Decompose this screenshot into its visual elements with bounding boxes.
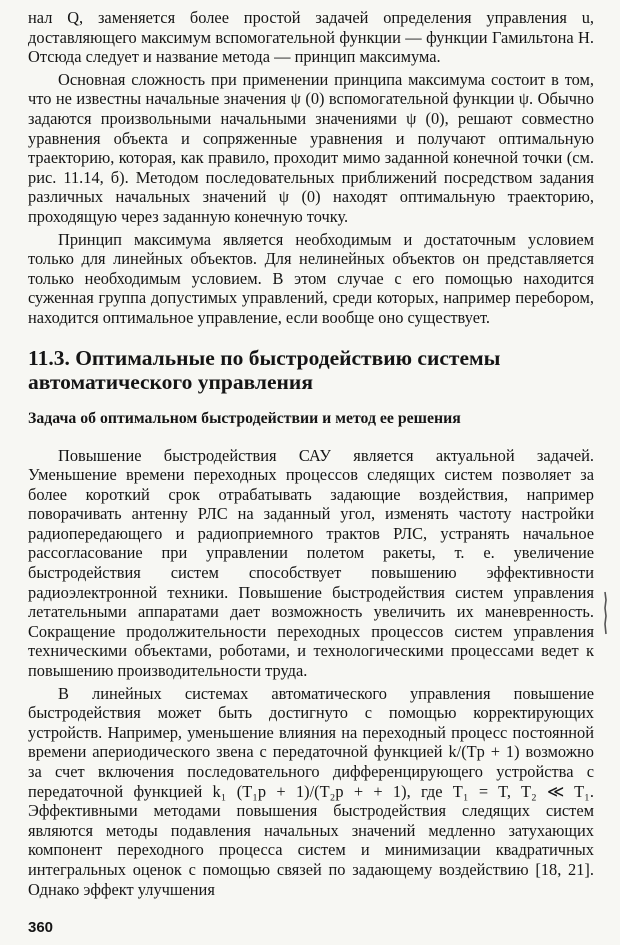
page-number: 360	[28, 919, 54, 936]
margin-pencil-mark	[603, 590, 608, 636]
paragraph-speed-importance: Повышение быстродействия САУ является актуальной задачей. Уменьшение времени переходных процессов следящих систем позволяет за более короткий срок отрабатывать задающие воздействия, например поворачивать антенну РЛС на заданный угол, изменять частоту настройки радиопередающего и радиоприемного трактов РЛС, устранять начальное рассогласование при управлении полетом ракеты, т. е. увеличение быстродействия систем способствует повышению эффективности радиоэлектронной техники. Повышение быстродействия систем управления летательными аппаратами дает возможность увеличить их маневренность. Сокращение продолжительности переходных процессов систем управления техническими объектами, роботами, и технологическими процессами ведет к повышению производительности труда.	[28, 445, 594, 681]
paragraph-linear-systems: В линейных системах автоматического управления повышение быстродействия может быть достигнуто с помощью корректирующих устройств. Например, уменьшение влияния на переходный процесс постоянной времени апериодического звена с передаточной функцией k/(Tp + 1) возможно за счет включения последовательного дифференцирующего устройства с передаточной функцией k₁ (T₁p + 1)/(T₂p + + 1), где T₁ = T, T₂ ≪ T₁. Эффективными методами повышения быстродействия следящих систем являются методы подавления начальных значений медленно затухающих компонент переходного процесса систем и минимизации квадратичных интегральных оценок с помощью связей по задающему воздействию [18, 21]. Однако эффект улучшения	[28, 683, 594, 899]
paragraph-maximum-principle-conditions: Принцип максимума является необходимым и достаточным условием только для линейных объектов. Для нелинейных объектов он представляется только необходимым условием. В этом случае с его помощью находится суженная группа допустимых управлений, среди которых, например перебором, находится оптимальное управление, если вообще оно существует.	[28, 229, 594, 327]
paragraph-maximum-principle-difficulty: Основная сложность при применении принципа максимума состоит в том, что не известны начальные значения ψ (0) вспомогательной функции ψ. Обычно задаются произвольными начальными значениями ψ (0), решают совместно уравнения объекта и сопряженные уравнения и получают оптимальную траекторию, которая, как правило, проходит мимо заданной конечной точки (см. рис. 11.14, б). Методом последовательных приближений посредством задания различных начальных значений ψ (0) находят оптимальную траекторию, проходящую через заданную конечную точку.	[28, 69, 594, 226]
section-heading: 11.3. Оптимальные по быстродействию системы автоматического управления	[28, 345, 501, 394]
subsection-heading: Задача об оптимальном быстродействии и метод ее решения	[28, 409, 461, 427]
paragraph-continuation: нал Q, заменяется более простой задачей определения управления u, доставляющего максимум вспомогательной функции — функции Гамильтона H. Отсюда следует и название метода — принцип максимума.	[28, 8, 594, 67]
